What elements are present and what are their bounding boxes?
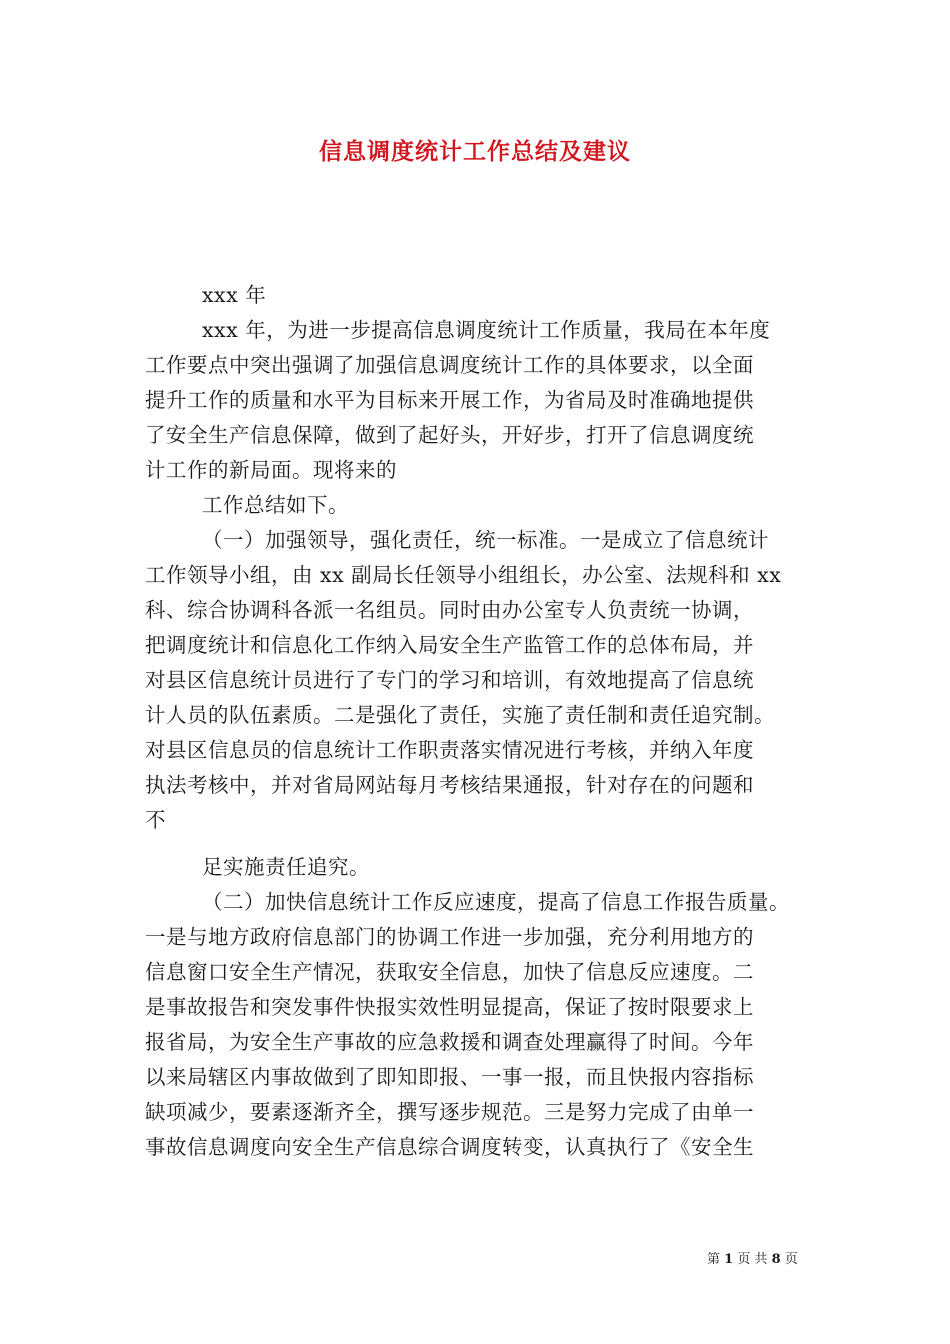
text-line: 不 (145, 808, 166, 832)
text-line: 提升工作的质量和水平为目标来开展工作，为省局及时准确地提供 (145, 388, 754, 412)
text-line: 科、综合协调科各派一名组员。同时由办公室专人负责统一协调， (145, 598, 754, 622)
text-line: 对县区信息统计员进行了专门的学习和培训，有效地提高了信息统 (145, 668, 754, 692)
text-line: 计人员的队伍素质。二是强化了责任，实施了责任制和责任追究制。 (145, 703, 775, 727)
text-line: 把调度统计和信息化工作纳入局安全生产监管工作的总体布局，并 (145, 633, 754, 657)
text-line: （一）加强领导，强化责任，统一标准。一是成立了信息统计 (202, 528, 769, 552)
text-line: 是事故报告和突发事件快报实效性明显提高，保证了按时限要求上 (145, 995, 754, 1019)
text-line: （二）加快信息统计工作反应速度，提高了信息工作报告质量。 (202, 890, 790, 914)
page-footer (707, 1248, 798, 1267)
total-pages: 8 (771, 1252, 781, 1267)
text-line: 计工作的新局面。现将来的 (145, 458, 397, 482)
text-line: 报省局，为安全生产事故的应急救援和调查处理赢得了时间。今年 (145, 1030, 754, 1054)
text-line: 对县区信息员的信息统计工作职责落实情况进行考核，并纳入年度 (145, 738, 754, 762)
page-number: 1 (724, 1252, 734, 1267)
text-line: 执法考核中，并对省局网站每月考核结果通报，针对存在的问题和 (145, 773, 754, 797)
text-line: 缺项减少，要素逐渐齐全，撰写逐步规范。三是努力完成了由单一 (145, 1100, 754, 1124)
text-line: 以来局辖区内事故做到了即知即报、一事一报，而且快报内容指标 (145, 1065, 754, 1089)
document-body (145, 278, 805, 1165)
text-line: 足实施责任追究。 (202, 855, 370, 879)
text-line: 工作领导小组，由 xx 副局长任领导小组组长，办公室、法规科和 xx (145, 563, 782, 587)
text-line: 工作要点中突出强调了加强信息调度统计工作的具体要求，以全面 (145, 353, 754, 377)
text-line: 工作总结如下。 (202, 493, 349, 517)
text-line: 一是与地方政府信息部门的协调工作进一步加强，充分利用地方的 (145, 925, 754, 949)
footer-suffix: 页 (784, 1252, 798, 1267)
text-line: xxx 年 (202, 283, 267, 307)
text-line: xxx 年，为进一步提高信息调度统计工作质量，我局在本年度 (202, 318, 771, 342)
text-line: 了安全生产信息保障，做到了起好头，开好步，打开了信息调度统 (145, 423, 754, 447)
text-line: 事故信息调度向安全生产信息综合调度转变，认真执行了《安全生 (145, 1135, 754, 1159)
page-title: 信息调度统计工作总结及建议 (319, 138, 631, 165)
text-line: 信息窗口安全生产情况，获取安全信息，加快了信息反应速度。二 (145, 960, 754, 984)
footer-prefix: 第 (707, 1252, 721, 1267)
footer-middle: 页 共 (737, 1252, 768, 1267)
